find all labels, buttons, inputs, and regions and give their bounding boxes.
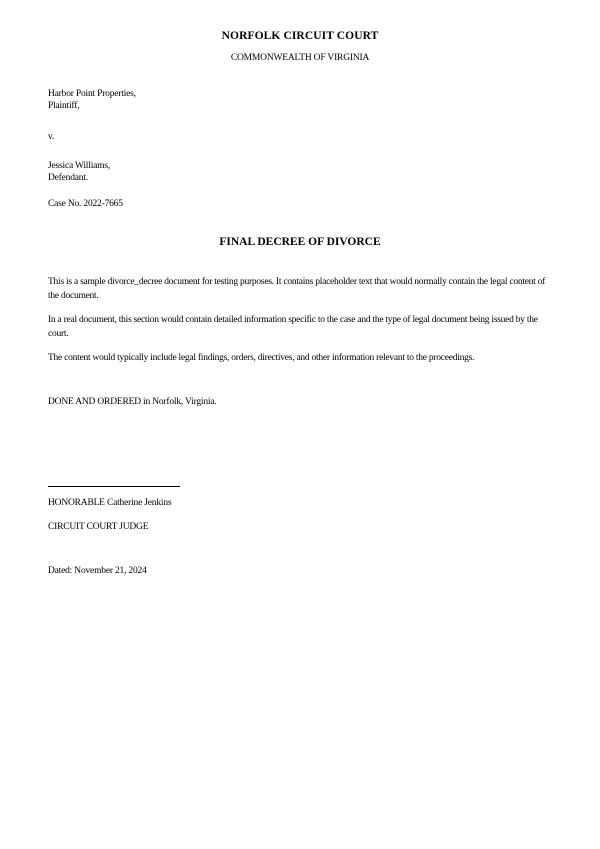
versus-label: v. — [48, 132, 55, 142]
case-number: Case No. 2022-7665 — [48, 199, 123, 209]
plaintiff-role: Plaintiff, — [48, 101, 80, 111]
dated-line: Dated: November 21, 2024 — [48, 566, 147, 576]
judge-title: CIRCUIT COURT JUDGE — [48, 522, 149, 532]
defendant-role: Defendant. — [48, 173, 88, 183]
signature-line — [48, 486, 180, 487]
defendant-block — [48, 160, 110, 184]
jurisdiction: COMMONWEALTH OF VIRGINIA — [230, 53, 370, 63]
done-and-ordered: DONE AND ORDERED in Norfolk, Virginia. — [48, 397, 217, 407]
body-paragraph: In a real document, this section would contain detailed information specific to the case and the type of legal document being issued by the court. — [48, 315, 538, 339]
court-name: NORFOLK CIRCUIT COURT — [221, 30, 379, 42]
judge-name: HONORABLE Catherine Jenkins — [48, 498, 172, 508]
body-paragraph: The content would typically include legal findings, orders, directives, and other information relevant to the proceedings. — [48, 353, 475, 363]
plaintiff-block — [48, 88, 136, 112]
body-paragraph: This is a sample divorce_decree document for testing purposes. It contains placeholder text that would normally contain the legal content of the document. — [48, 277, 546, 301]
document-title: FINAL DECREE OF DIVORCE — [219, 236, 381, 248]
defendant-name: Jessica Williams, — [48, 161, 111, 171]
plaintiff-name: Harbor Point Properties, — [48, 89, 136, 99]
